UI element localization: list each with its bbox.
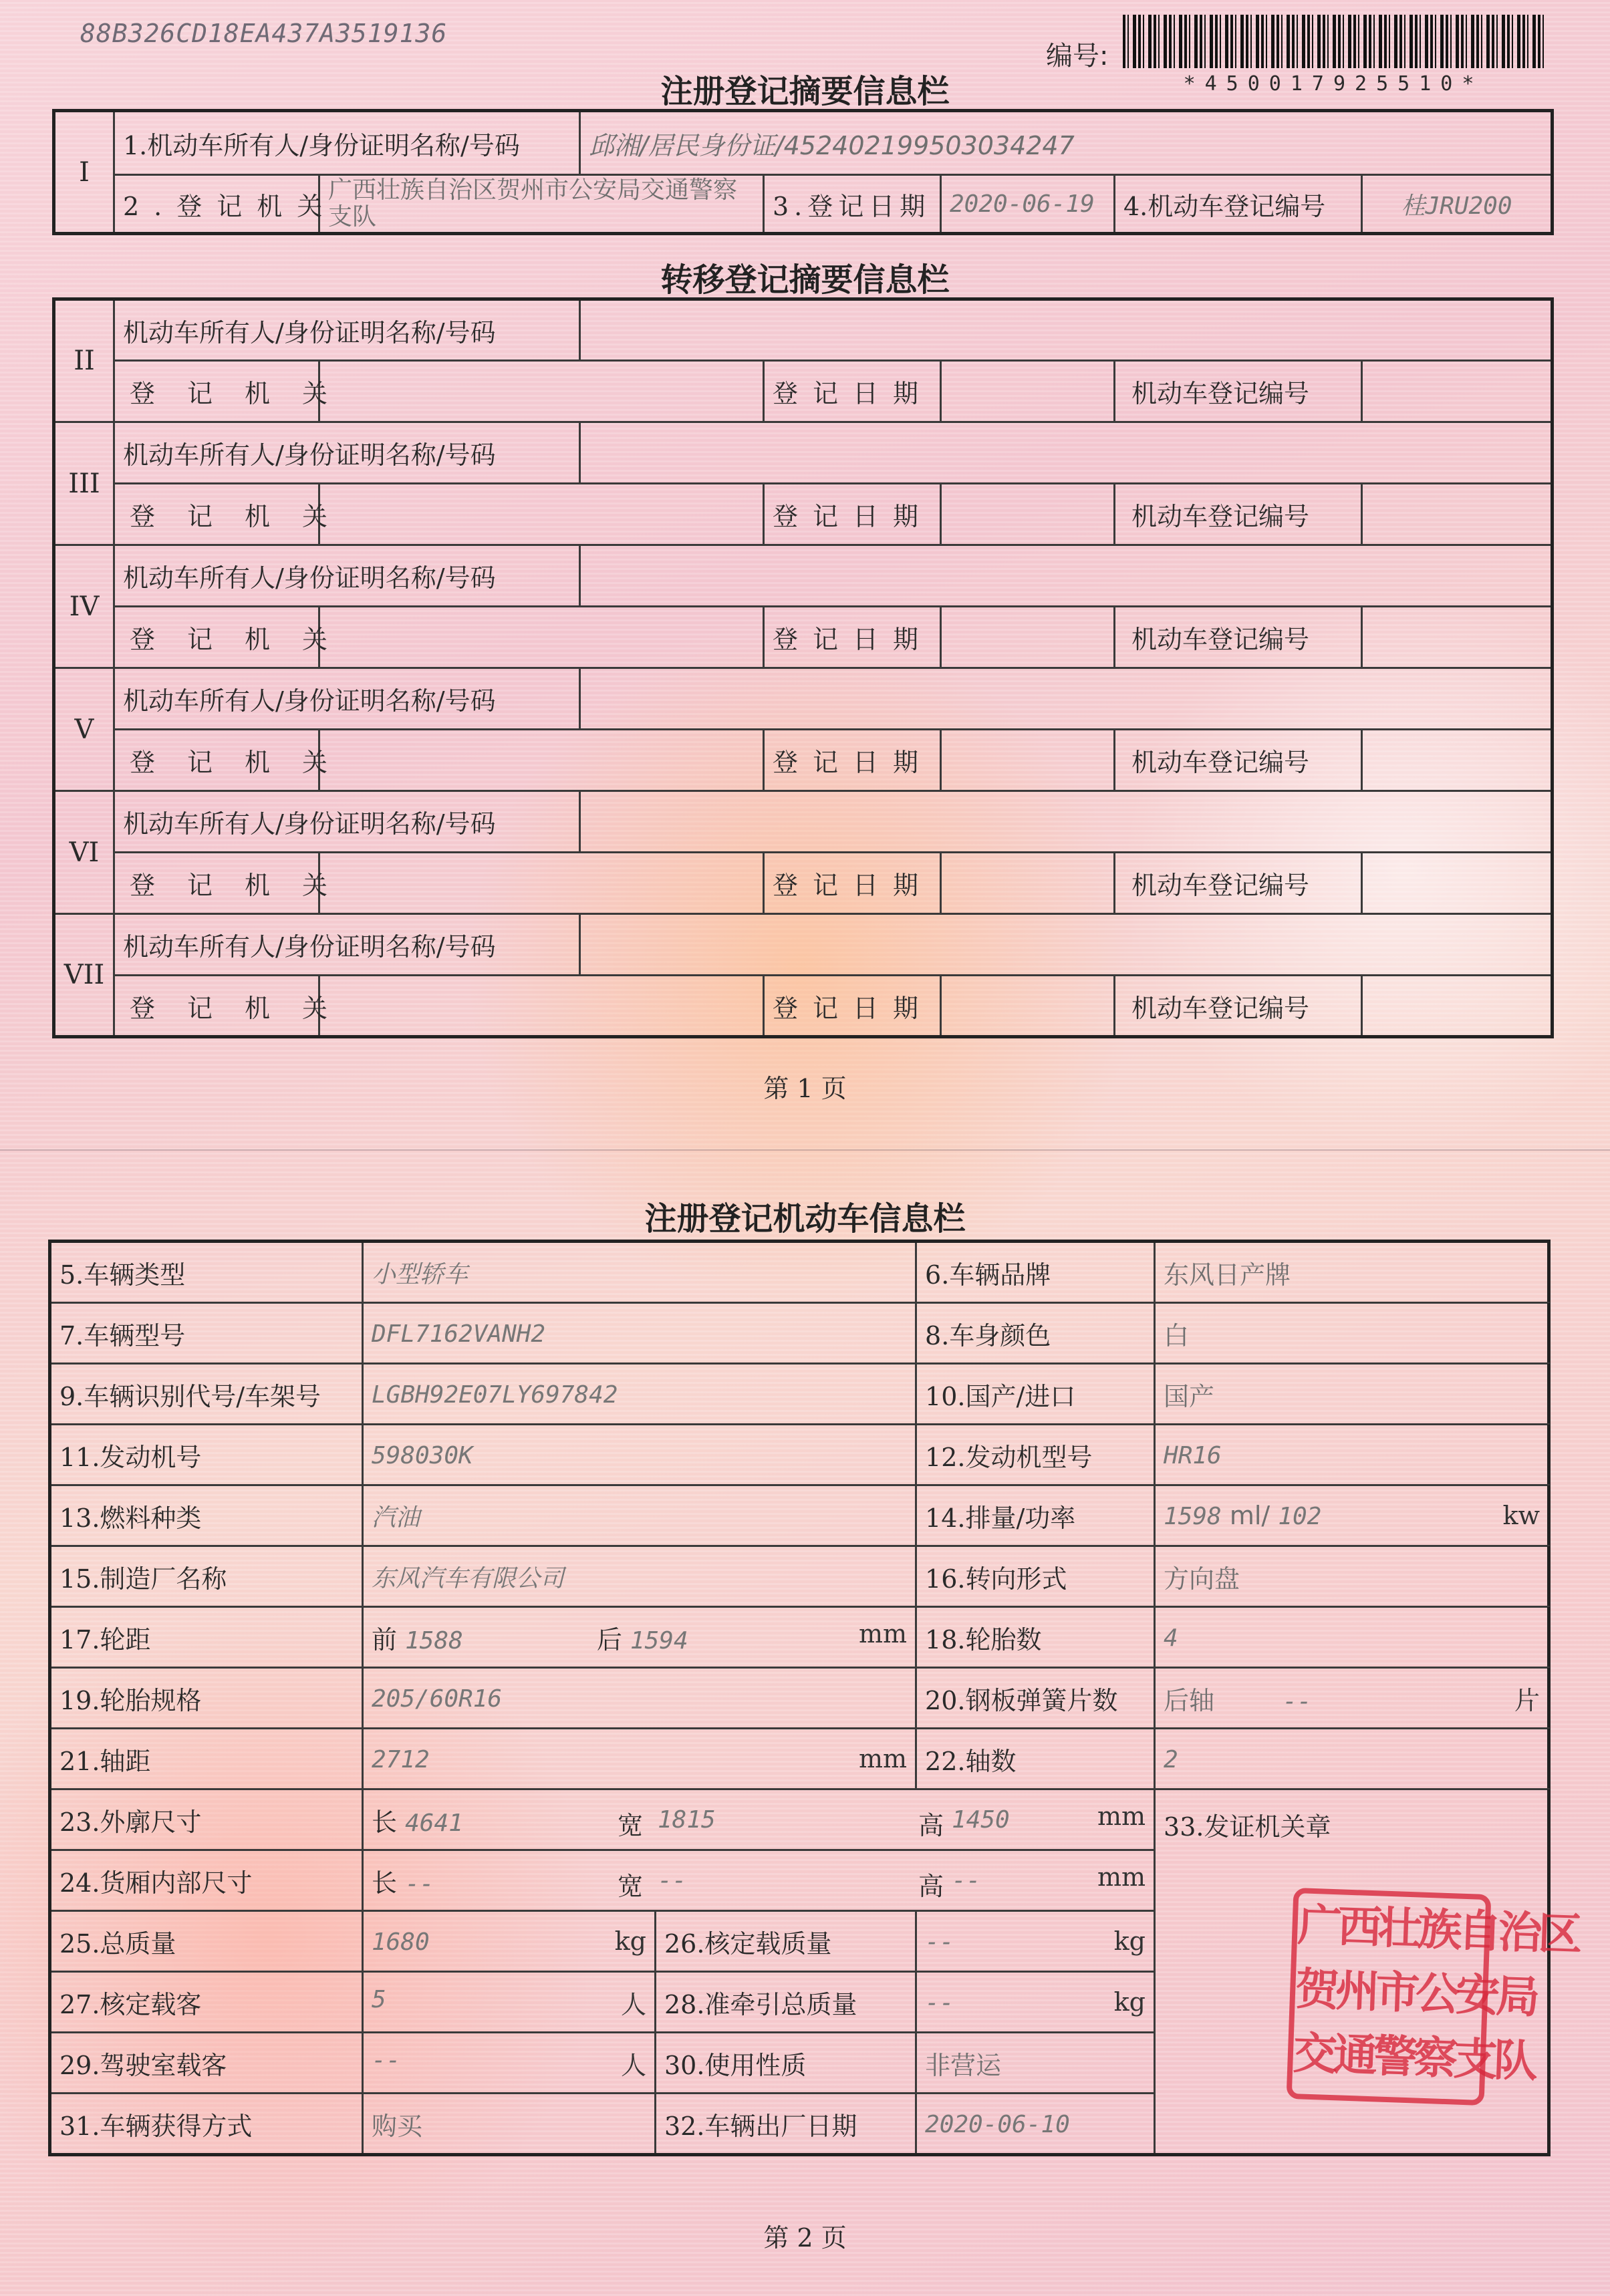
reg-no-label: 机动车登记编号	[1115, 730, 1362, 791]
vehicle-info-row	[50, 1242, 1549, 1303]
front-label: 前	[372, 1624, 398, 1655]
date-label: 登记日期	[764, 730, 941, 791]
unit-label: mm	[1097, 1801, 1146, 1831]
width-label: 宽	[618, 1872, 644, 1901]
stamp-label: 33.发证机关章	[1164, 1812, 1331, 1842]
field-value: 非营运	[925, 2050, 1002, 2080]
field-label: 20.钢板弹簧片数	[916, 1668, 1155, 1729]
unit-label: kg	[1113, 1987, 1146, 2017]
owner-value	[580, 668, 1553, 730]
document-serial-code: 88B326CD18EA437A3519136	[80, 19, 448, 48]
transfer-authority-row	[54, 607, 1553, 668]
unit-label: ml/	[1229, 1501, 1270, 1530]
reg-no-label: 4.机动车登记编号	[1115, 175, 1362, 234]
field-label: 15.制造厂名称	[50, 1546, 363, 1607]
reg-no-label: 机动车登记编号	[1115, 484, 1362, 545]
owner-value	[580, 545, 1553, 607]
height-label: 高	[918, 1872, 944, 1901]
field-label: 10.国产/进口	[916, 1364, 1155, 1425]
owner-label: 1.机动车所有人/身份证明名称/号码	[114, 111, 580, 175]
transfer-owner-row	[54, 791, 1553, 853]
field-label: 28.准牵引总质量	[656, 1972, 916, 2033]
transfer-authority-row	[54, 853, 1553, 914]
authority-label: 登记机关	[114, 976, 319, 1037]
field-label: 7.车辆型号	[50, 1303, 363, 1364]
field-label: 21.轴距	[50, 1729, 363, 1789]
date-label: 登记日期	[764, 976, 941, 1037]
length-label: 长	[372, 1807, 398, 1837]
vehicle-info-row	[50, 1546, 1549, 1607]
section-roman: I	[54, 111, 114, 234]
vehicle-info-row	[50, 1607, 1549, 1668]
reg-no-value: 桂JRU200	[1362, 175, 1553, 234]
unit-label: kw	[1502, 1501, 1540, 1530]
field-label: 29.驾驶室载客	[50, 2033, 363, 2094]
section-roman: VI	[54, 791, 114, 914]
section-roman: II	[54, 299, 114, 422]
reg-no-label: 机动车登记编号	[1115, 361, 1362, 422]
unit-label: 片	[1514, 1685, 1540, 1715]
field-value: 购买	[372, 2111, 423, 2141]
reg-no-value	[1362, 361, 1553, 422]
owner-value	[580, 422, 1553, 484]
authority-value: 广西壮族自治区贺州市公安局交通警察支队	[319, 175, 764, 234]
field-label: 16.转向形式	[916, 1546, 1155, 1607]
rear-axle-label: 后轴	[1164, 1685, 1215, 1715]
vehicle-info-row	[50, 1364, 1549, 1425]
power-value: 102	[1278, 1503, 1322, 1530]
outer-dims-row	[50, 1789, 1549, 1850]
vehicle-info-row	[50, 1303, 1549, 1364]
authority-label: 登记机关	[114, 484, 319, 545]
field-label: 13.燃料种类	[50, 1485, 363, 1546]
transfer-summary-table	[52, 297, 1554, 1038]
field-label: 27.核定载客	[50, 1972, 363, 2033]
field-label: 5.车辆类型	[50, 1242, 363, 1303]
field-label: 17.轮距	[50, 1607, 363, 1668]
authority-value	[319, 484, 764, 545]
field-label: 26.核定载质量	[656, 1911, 916, 1972]
field-value: 205/60R16	[372, 1685, 503, 1713]
registration-summary-title: 注册登记摘要信息栏	[660, 73, 950, 110]
authority-label: 登记机关	[114, 730, 319, 791]
field-label: 25.总质量	[50, 1911, 363, 1972]
length-label: 长	[372, 1868, 398, 1898]
vehicle-info-row	[50, 1668, 1549, 1729]
rear-label: 后	[596, 1624, 622, 1655]
field-label: 22.轴数	[916, 1729, 1155, 1789]
transfer-authority-row	[54, 976, 1553, 1037]
transfer-owner-row	[54, 668, 1553, 730]
rear-track-value: 1594	[630, 1626, 688, 1655]
reg-no-label: 机动车登记编号	[1115, 853, 1362, 914]
transfer-owner-row	[54, 914, 1553, 976]
owner-label: 机动车所有人/身份证明名称/号码	[114, 545, 580, 607]
field-value: 方向盘	[1164, 1564, 1240, 1594]
field-value: --	[1283, 1687, 1312, 1715]
field-label: 6.车辆品牌	[916, 1242, 1155, 1303]
page-1-label: 第 1 页	[763, 1074, 847, 1103]
number-label: 编号:	[1046, 41, 1109, 71]
authority-label: 登记机关	[114, 607, 319, 668]
owner-label: 机动车所有人/身份证明名称/号码	[114, 914, 580, 976]
issuing-authority-stamp: 广西壮族自治区 贺州市公安局 交通警察支队	[1287, 1888, 1492, 2106]
date-label: 登记日期	[764, 361, 941, 422]
vehicle-info-title: 注册登记机动车信息栏	[644, 1200, 966, 1238]
reg-no-label: 机动车登记编号	[1115, 607, 1362, 668]
field-value: 东风日产牌	[1164, 1260, 1291, 1290]
authority-value	[319, 730, 764, 791]
reg-no-label: 机动车登记编号	[1115, 976, 1362, 1037]
length-value: 4641	[405, 1809, 463, 1837]
field-label: 23.外廓尺寸	[50, 1789, 363, 1850]
section-roman: III	[54, 422, 114, 545]
vehicle-info-row	[50, 1485, 1549, 1546]
height-value: 1450	[952, 1806, 1010, 1834]
width-value: --	[658, 1867, 687, 1894]
width-value: 1815	[658, 1806, 716, 1834]
field-label: 19.轮胎规格	[50, 1668, 363, 1729]
section-roman: IV	[54, 545, 114, 668]
field-label: 24.货厢内部尺寸	[50, 1850, 363, 1911]
date-value: 2020-06-19	[941, 175, 1115, 234]
transfer-owner-row	[54, 422, 1553, 484]
field-label: 11.发动机号	[50, 1425, 363, 1485]
field-value: 1598	[1164, 1503, 1222, 1530]
date-label: 登记日期	[764, 853, 941, 914]
section-roman: VII	[54, 914, 114, 1037]
date-value	[941, 730, 1115, 791]
date-value	[941, 853, 1115, 914]
field-value: 2	[1164, 1746, 1178, 1773]
date-value	[941, 607, 1115, 668]
date-label: 登记日期	[764, 484, 941, 545]
authority-value	[319, 976, 764, 1037]
owner-value	[580, 791, 1553, 853]
barcode-number: *450017925510*	[1183, 72, 1484, 96]
owner-value	[580, 914, 1553, 976]
field-value: --	[372, 2046, 401, 2074]
transfer-authority-row	[54, 361, 1553, 422]
field-value: 1680	[372, 1928, 430, 1956]
authority-value	[319, 607, 764, 668]
transfer-authority-row	[54, 730, 1553, 791]
fold-line	[0, 1149, 1610, 1151]
unit-label: mm	[858, 1618, 908, 1648]
field-value: 2712	[372, 1746, 430, 1773]
field-value: 白	[1164, 1320, 1190, 1350]
owner-value	[580, 299, 1553, 361]
unit-label: mm	[858, 1744, 908, 1773]
owner-label: 机动车所有人/身份证明名称/号码	[114, 668, 580, 730]
authority-value	[319, 361, 764, 422]
registration-summary-table	[52, 109, 1554, 235]
owner-label: 机动车所有人/身份证明名称/号码	[114, 299, 580, 361]
authority-label: 2.登记机关	[114, 175, 319, 234]
field-value: 小型轿车	[372, 1260, 468, 1288]
height-label: 高	[918, 1811, 944, 1840]
reg-no-value	[1362, 484, 1553, 545]
owner-value: 邱湘/居民身份证/452402199503034247	[580, 111, 1553, 175]
vehicle-info-row	[50, 1729, 1549, 1789]
field-value: --	[925, 1928, 954, 1956]
reg-no-value	[1362, 853, 1553, 914]
field-value: HR16	[1164, 1442, 1222, 1469]
field-value: 国产	[1164, 1381, 1215, 1411]
field-label: 9.车辆识别代号/车架号	[50, 1364, 363, 1425]
transfer-owner-row	[54, 299, 1553, 361]
section-roman: V	[54, 668, 114, 791]
transfer-summary-title: 转移登记摘要信息栏	[660, 261, 950, 299]
authority-label: 登记机关	[114, 853, 319, 914]
field-label: 18.轮胎数	[916, 1607, 1155, 1668]
field-value: 汽油	[372, 1503, 420, 1532]
authority-label: 登记机关	[114, 361, 319, 422]
date-label: 登记日期	[764, 607, 941, 668]
field-label: 12.发动机型号	[916, 1425, 1155, 1485]
field-value: 2020-06-10	[925, 2111, 1070, 2138]
vehicle-info-row	[50, 1425, 1549, 1485]
field-label: 32.车辆出厂日期	[656, 2094, 916, 2155]
field-value: LGBH92E07LY697842	[372, 1381, 618, 1409]
unit-label: kg	[614, 1926, 646, 1956]
field-value: 598030K	[372, 1442, 473, 1469]
field-label: 8.车身颜色	[916, 1303, 1155, 1364]
date-value	[941, 361, 1115, 422]
date-label: 3.登记日期	[764, 175, 941, 234]
length-value: --	[405, 1870, 434, 1898]
field-value: DFL7162VANH2	[372, 1320, 546, 1348]
height-value: --	[952, 1867, 981, 1894]
unit-label: 人	[620, 2050, 646, 2080]
unit-label: kg	[1113, 1926, 1146, 1956]
front-track-value: 1588	[405, 1626, 463, 1655]
reg-no-value	[1362, 607, 1553, 668]
barcode	[1123, 15, 1544, 68]
transfer-authority-row	[54, 484, 1553, 545]
field-label: 30.使用性质	[656, 2033, 916, 2094]
transfer-owner-row	[54, 545, 1553, 607]
field-value: 5	[372, 1985, 386, 2013]
unit-label: mm	[1097, 1862, 1146, 1892]
authority-value	[319, 853, 764, 914]
reg-no-value	[1362, 730, 1553, 791]
date-value	[941, 484, 1115, 545]
page-2-label: 第 2 页	[763, 2223, 847, 2253]
field-value: 东风汽车有限公司	[372, 1564, 565, 1592]
reg-no-value	[1362, 976, 1553, 1037]
field-value: 4	[1164, 1624, 1178, 1652]
unit-label: 人	[620, 1989, 646, 2019]
field-label: 14.排量/功率	[916, 1485, 1155, 1546]
width-label: 宽	[618, 1811, 644, 1840]
owner-label: 机动车所有人/身份证明名称/号码	[114, 422, 580, 484]
field-label: 31.车辆获得方式	[50, 2094, 363, 2155]
date-value	[941, 976, 1115, 1037]
owner-label: 机动车所有人/身份证明名称/号码	[114, 791, 580, 853]
field-value: --	[925, 1989, 954, 2017]
